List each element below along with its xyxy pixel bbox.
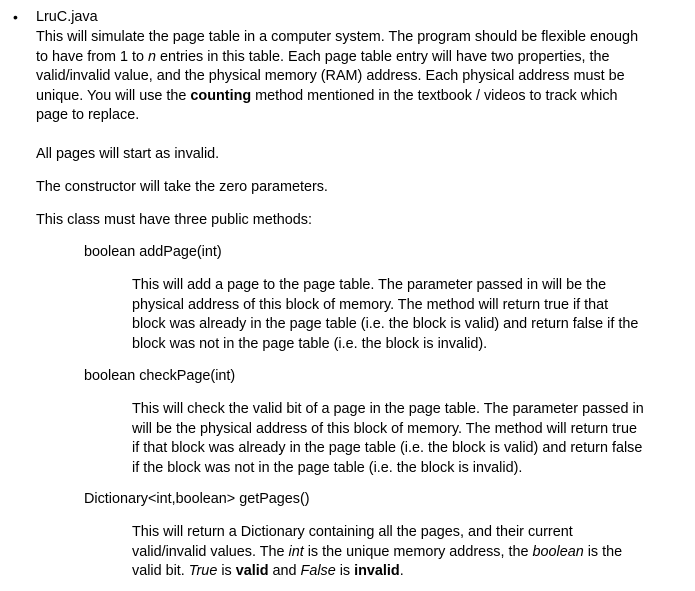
method-signature-getpages: Dictionary<int,boolean> getPages() bbox=[84, 491, 310, 507]
bullet-point: • bbox=[13, 9, 18, 25]
methods-intro: This class must have three public methods: bbox=[36, 212, 312, 228]
intro-paragraph bbox=[36, 28, 638, 126]
method-description-checkpage: This will check the valid bit of a page in the page table. The parameter passed in will be the physical address of this block of memory. The method will return true if that block was already in the page table (i.e. the block is valid) and return false if the block was not in the page table (i.e. the block is invalid). bbox=[132, 401, 644, 476]
intro-line: to have from 1 to n entries in this table. Each page table entry will have two properties, the bbox=[36, 48, 610, 65]
intro-line: valid/invalid value, and the physical memory (RAM) address. Each physical address must be bbox=[36, 68, 625, 84]
invalid-note: All pages will start as invalid. bbox=[36, 146, 220, 162]
intro-line: This will simulate the page table in a computer system. The program should be flexible enough bbox=[36, 29, 639, 45]
constructor-note: The constructor will take the zero parameters. bbox=[36, 179, 328, 195]
method-description-addpage: This will add a page to the page table. The parameter passed in will be the physical address of this block of memory. The method will return true if that block was already in the page table (i.e. the block is valid) and return false if the block was not in the page table (i.e. the block is invalid). bbox=[132, 277, 639, 352]
intro-line: page to replace. bbox=[36, 107, 140, 123]
counting-emphasis: counting bbox=[190, 87, 252, 104]
method-signature-addpage: boolean addPage(int) bbox=[84, 244, 222, 260]
file-name: LruC.java bbox=[36, 9, 98, 25]
intro-line: unique. You will use the counting method mentioned in the textbook / videos to track which bbox=[36, 87, 618, 104]
method-description-getpages: This will return a Dictionary containing all the pages, and their current valid/invalid values. The int is the unique memory address, the boolean is the valid bit. True is valid and False is invalid. bbox=[132, 524, 623, 579]
method-signature-checkpage: boolean checkPage(int) bbox=[84, 368, 236, 384]
file-heading bbox=[36, 8, 98, 28]
